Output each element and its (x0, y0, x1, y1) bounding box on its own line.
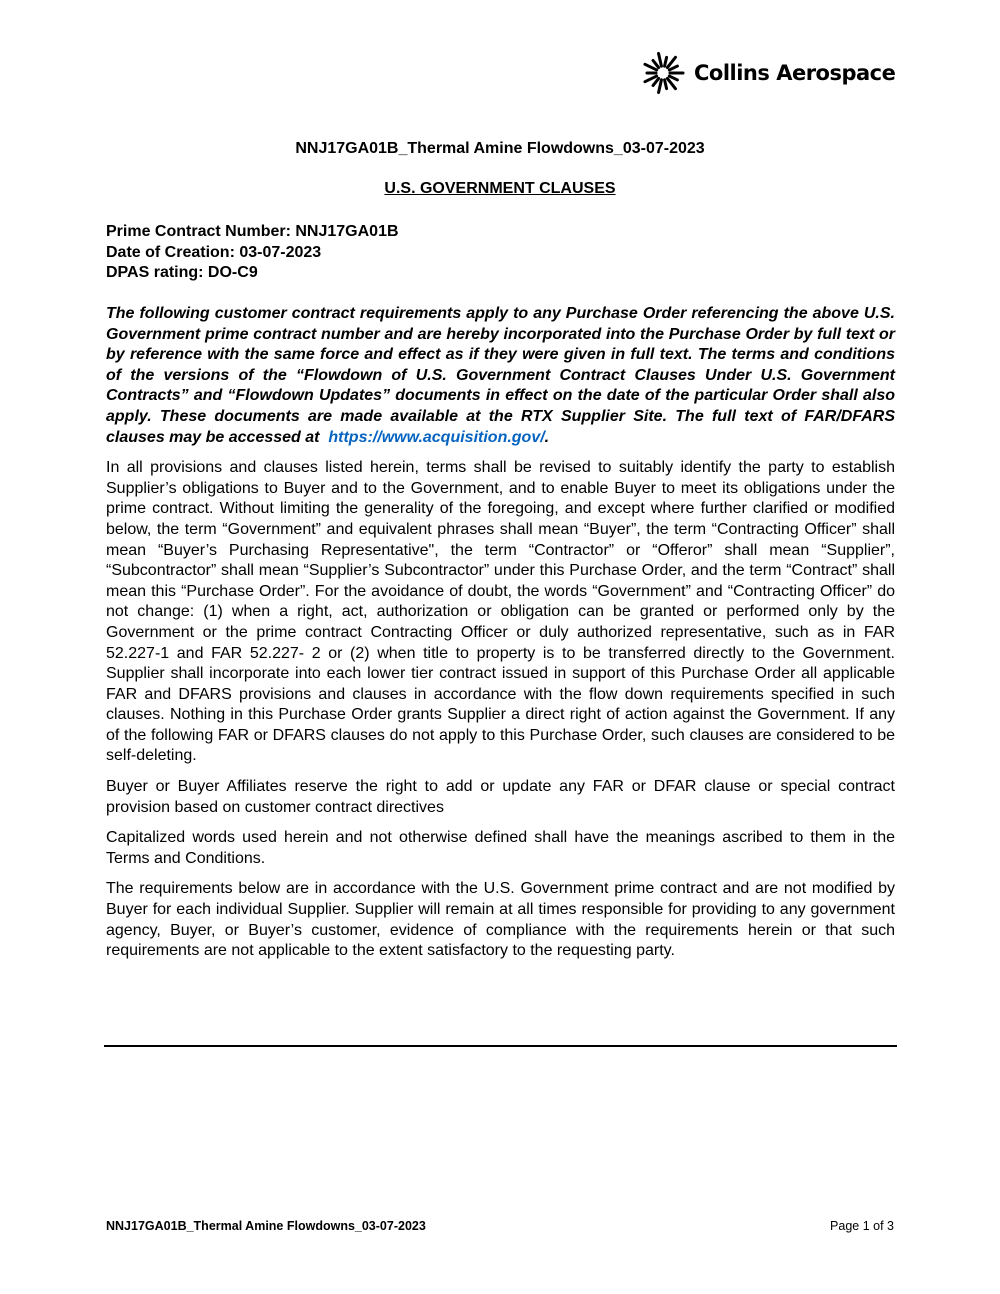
collins-sunburst-icon (640, 50, 686, 96)
acquisition-gov-link[interactable]: https://www.acquisition.gov/ (328, 428, 545, 446)
intro-paragraph (106, 304, 895, 448)
logo-ray (653, 60, 659, 67)
footer-document-name: NNJ17GA01B_Thermal Amine Flowdowns_03-07-2023 (106, 1219, 426, 1233)
date-of-creation: Date of Creation: 03-07-2023 (106, 243, 322, 261)
company-logo (640, 50, 895, 96)
logo-ray (659, 80, 662, 93)
section-heading: U.S. GOVERNMENT CLAUSES (384, 180, 616, 197)
contract-meta (106, 222, 399, 284)
intro-end: . (544, 428, 550, 446)
intro-text: The following customer contract requirements apply to any Purchase Order referencing the above U.S. Government prime contract number and are hereby incorporated into the Purchase Order by full text or by reference with the same force and effect as if they were given in full text. The terms and conditions of the versions of the “Flowdown of U.S. Government Contract Clauses Under U.S. Government Contracts” and “Flowdown Updates” documents in effect on the date of the particular Order shall also apply. These documents are made available at the RTX Supplier Site. The full text of FAR/DFARS clauses may be accessed at (106, 305, 895, 446)
dpas-rating: DPAS rating: DO-C9 (106, 264, 258, 281)
logo-ray (653, 78, 659, 85)
logo-wordmark: Collins Aerospace (694, 61, 896, 85)
document-body (106, 304, 895, 972)
logo-ray (669, 66, 677, 70)
capitalized-words-paragraph: Capitalized words used herein and not otherwise defined shall have the meanings ascribed to them in the Terms and Conditions. (106, 829, 895, 867)
definitions-paragraph: In all provisions and clauses listed herein, terms shall be revised to suitably identify the party to establish Supplier’s obligations to Buyer and to the Government, and to enable Buyer to meet its obligations under the prime contract. Without limiting the generality of the foregoing, and except where further clarified or modified below, the term “Government” and equivalent phrases shall mean “Buyer”, the term “Contracting Officer” shall mean “Buyer’s Purchasing Representative", the term “Contractor” or “Offeror” shall mean “Supplier”, “Subcontractor” shall mean “Supplier’s Subcontractor” under this Purchase Order, and the term “Contract” shall mean this “Purchase Order”. For the avoidance of doubt, the words “Government” and “Contracting Officer” do not change: (1) when a right, act, authorization or obligation can be granted or performed only by the Government or the prime contract Contracting Officer or duly authorized representative, such as in FAR 52.227-1 and FAR 52.227- 2 or (2) when title to property is to be transferred directly to the Government. Supplier shall incorporate into each lower tier contract issued in support of this Purchase Order all applicable FAR and DFARS provisions and clauses in accordance with the flow down requirements specified in such clauses. Nothing in this Purchase Order grants Supplier a direct right of action against the Government. If any of the following FAR or DFARS clauses do not apply to this Purchase Order, such clauses are considered to be self-deleting. (106, 459, 895, 765)
logo-ray (659, 54, 662, 67)
logo-ray (669, 76, 677, 80)
logo-ray (665, 57, 667, 66)
horizontal-rule (104, 1045, 897, 1047)
requirements-paragraph: The requirements below are in accordance with the U.S. Government prime contract and are not modified by Buyer for each individual Supplier. Supplier will remain at all times responsible for providing to any government agency, Buyer, or Buyer’s customer, evidence of compliance with the requirements herein or that such requirements are not applicable to the extent satisfactory to the requesting party. (106, 880, 895, 960)
buyer-rights-paragraph: Buyer or Buyer Affiliates reserve the right to add or update any FAR or DFAR clause or special contract provision based on customer contract directives (106, 778, 895, 816)
prime-contract-number: Prime Contract Number: NNJ17GA01B (106, 223, 399, 240)
logo-ray (665, 80, 667, 89)
document-title: NNJ17GA01B_Thermal Amine Flowdowns_03-07-2023 (295, 140, 705, 157)
footer-page-number: Page 1 of 3 (830, 1219, 894, 1233)
